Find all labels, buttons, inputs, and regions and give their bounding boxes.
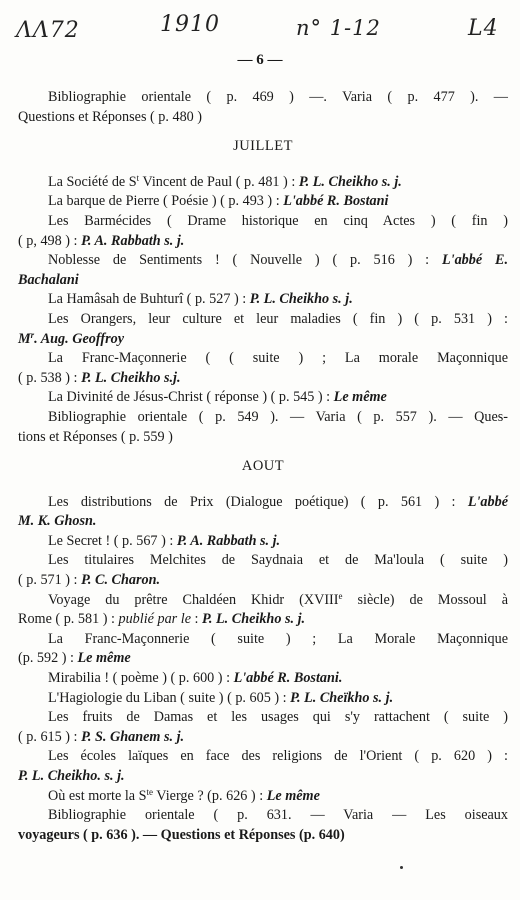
table-of-contents	[18, 88, 508, 845]
section-title-aout: AOUT	[241, 458, 285, 475]
list-item: Voyage du prêtre Chaldéen Khidr (XVIIIe siècle) de Mossoul à Rome ( p. 581 ) : publié par le : P. L. Cheikho s. j.	[18, 590, 509, 628]
list-item: Les écoles laïques en face des religions de l'Orient ( p. 620 ) : P. L. Cheikho. s. j.	[18, 748, 508, 784]
list-item: Noblesse de Sentiments ! ( Nouvelle ) ( p. 516 ) : L'abbé E. Bachalani	[18, 252, 508, 288]
list-item: Bibliographie orientale ( p. 631. — Varia — Les oiseaux voyageurs ( p. 636 ). — Questions et Réponses (p. 640)	[18, 807, 508, 843]
list-item: La Hamâsah de Buhturî ( p. 527 ) : P. L. Cheikho s. j.	[48, 291, 353, 308]
list-item: La Divinité de Jésus-Christ ( réponse ) ( p. 545 ) : Le même	[48, 389, 387, 406]
list-item: Où est morte la $S^{te}$ Vierge ? (p. 626 ) : Le même	[48, 786, 320, 804]
intro-line: Bibliographie orientale ( p. 469 ) —. Varia ( p. 477 ). —	[48, 89, 508, 105]
list-item: Les titulaires Melchites de Saydnaia et de Ma'loula ( suite ) ( p. 571 ) : P. C. Charon.	[18, 552, 508, 589]
list-item: La barque de Pierre ( Poésie ) ( p. 493 ) : L'abbé R. Bostani	[48, 193, 389, 210]
list-item: La Franc-Maçonnerie ( ( suite ) ; La morale Maçonnique ( p. 538 ) : P. L. Cheikho s.j.	[18, 350, 508, 386]
section-title-juillet: JUILLET	[233, 138, 293, 155]
handwritten-issue-range: n° 1-12	[296, 16, 381, 40]
handwritten-year: 1910	[160, 12, 220, 37]
list-item: Bibliographie orientale ( p. 549 ). — Varia ( p. 557 ). — Ques- tions et Réponses ( p. 559 )	[18, 408, 508, 445]
list-item: Mirabilia ! ( poème ) ( p. 600 ) : L'abbé R. Bostani.	[48, 670, 343, 687]
list-item: Le Secret ! ( p. 567 ) : P. A. Rabbath s. j.	[48, 532, 281, 549]
list-item: L'Hagiologie du Liban ( suite ) ( p. 605 ) : P. L. Cheïkho s. j.	[48, 689, 394, 706]
intro-line: Questions et Réponses ( p. 480 )	[18, 108, 203, 125]
ink-speck	[400, 866, 403, 869]
handwritten-catalog-number: ΛΛ72	[16, 18, 80, 43]
list-item: La Société de $S^t$ Vincent de Paul ( p. 481 ) : P. L. Cheikho s. j.	[48, 172, 402, 190]
list-item: Les Orangers, leur culture et leur maladies ( fin ) ( p. 531 ) : $M^r$. Aug. Geoffroy	[18, 310, 508, 347]
list-item: Les fruits de Damas et les usages qui s'y rattachent ( suite ) ( p. 615 ) : P. S. Ghanem s. j.	[18, 709, 508, 745]
list-item: Les distributions de Prix (Dialogue poétique) ( p. 561 ) : L'abbé M. K. Ghosn.	[18, 493, 508, 530]
list-item: Les Barmécides ( Drame historique en cinq Actes ) ( fin ) ( p, 498 ) : P. A. Rabbath s. j.	[18, 212, 508, 249]
page-number: — 6 —	[237, 52, 283, 68]
list-item: La Franc-Maçonnerie ( suite ) ; La Morale Maçonnique (p. 592 ) : Le même	[18, 630, 508, 667]
handwritten-corner-mark: L4	[468, 16, 499, 41]
